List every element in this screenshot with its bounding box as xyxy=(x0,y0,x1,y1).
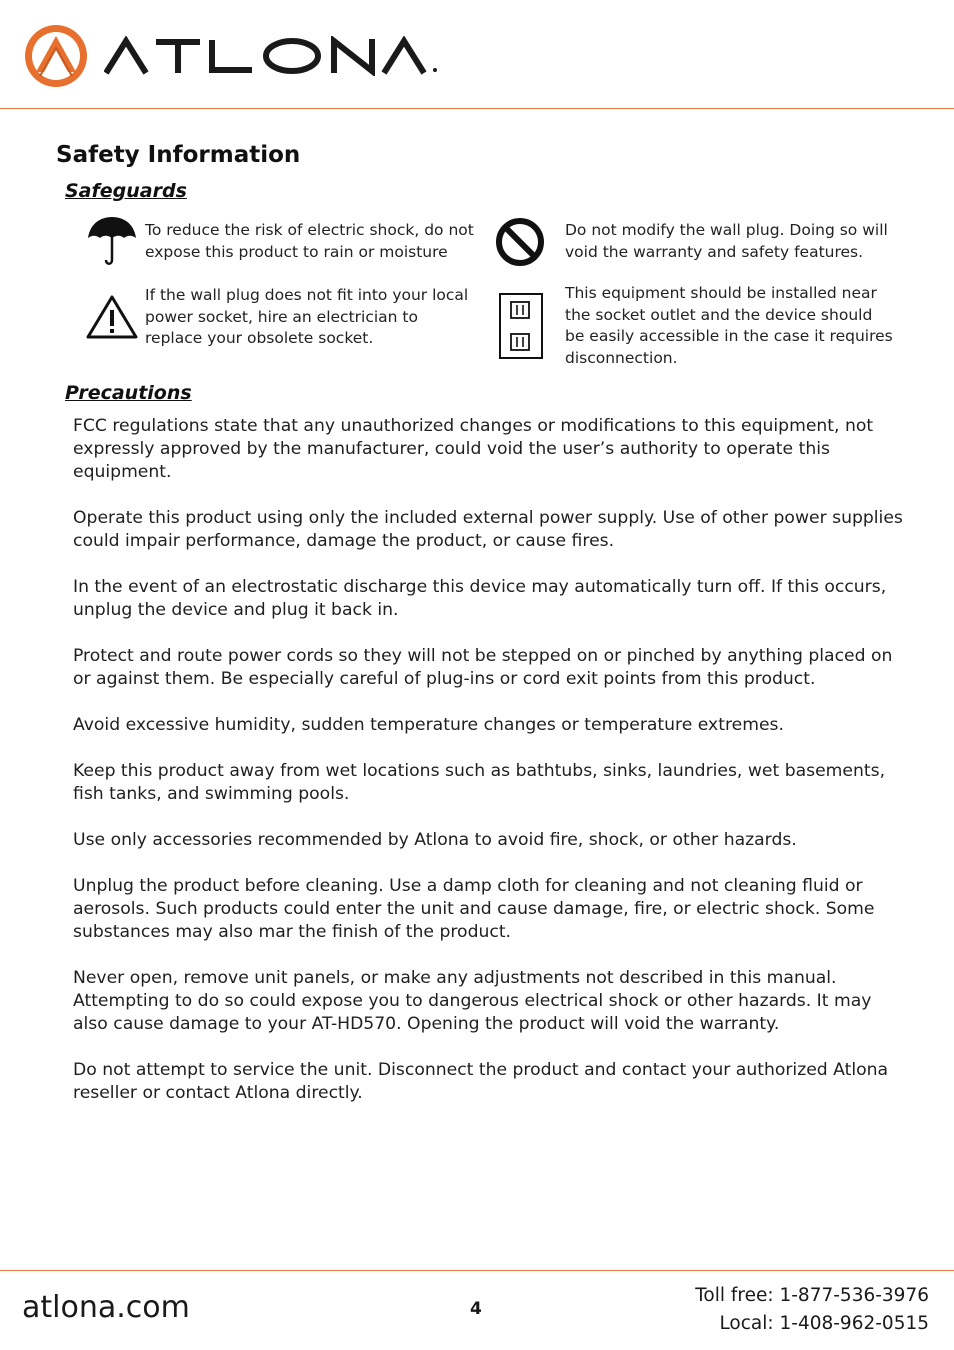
safeguard-text: This equipment should be installed near the socket outlet and the device should be easily accessible in the case it requires disconnection. xyxy=(565,284,893,367)
precaution-paragraph: Protect and route power cords so they will not be stepped on or pinched by anything placed on or against them. Be especially careful of plug-ins or cord exit points from this product. xyxy=(73,646,893,689)
footer-divider xyxy=(0,1270,954,1271)
precaution-paragraph: Keep this product away from wet locations such as bathtubs, sinks, laundries, wet basements, fish tanks, and swimming pools. xyxy=(73,761,886,804)
safeguards-heading: Safeguards xyxy=(65,180,187,202)
warning-icon xyxy=(85,294,139,340)
safeguard-text: If the wall plug does not fit into your local power socket, hire an electrician to replace your obsolete socket. xyxy=(145,286,469,347)
contact-info xyxy=(695,1282,929,1338)
precaution-paragraph: FCC regulations state that any unauthorized changes or modifications to this equipment, not expressly approved by the manufacturer, could void the user’s authority to operate this equipment. xyxy=(73,416,874,482)
precaution-paragraph: Do not attempt to service the unit. Disconnect the product and contact your authorized Atlona reseller or contact Atlona directly. xyxy=(73,1060,889,1103)
precaution-paragraph: Use only accessories recommended by Atlona to avoid fire, shock, or other hazards. xyxy=(73,830,797,850)
page-number: 4 xyxy=(470,1299,482,1319)
precaution-paragraph: Never open, remove unit panels, or make any adjustments not described in this manual. Attempting to do so could expose you to dangerous electrical shock or other hazards. It may also cause damage to your AT-HD570. Opening the product will void the warranty. xyxy=(73,968,872,1034)
precaution-paragraph: Operate this product using only the included external power supply. Use of other power supplies could impair performance, damage the product, or cause fires. xyxy=(73,508,903,551)
website-link[interactable]: atlona.com xyxy=(22,1290,190,1325)
outlet-icon xyxy=(498,292,544,360)
precautions-heading: Precautions xyxy=(65,382,192,404)
precaution-paragraph: Unplug the product before cleaning. Use a damp cloth for cleaning and not cleaning fluid or aerosols. Such products could enter the unit and cause damage, fire, or electric shock. Some substances may also mar the finish of the product. xyxy=(73,876,875,942)
precautions-list xyxy=(73,415,903,1128)
safeguard-text: To reduce the risk of electric shock, do not expose this product to rain or moisture xyxy=(145,221,474,261)
page-header xyxy=(0,0,954,109)
atlona-logo-icon xyxy=(22,22,90,90)
safeguard-text: Do not modify the wall plug. Doing so will void the warranty and safety features. xyxy=(565,221,888,261)
toll-free-number: Toll free: 1-877-536-3976 xyxy=(695,1285,929,1306)
page-title: Safety Information xyxy=(56,142,301,168)
precaution-paragraph: In the event of an electrostatic discharge this device may automatically turn off. If this occurs, unplug the device and plug it back in. xyxy=(73,577,887,620)
precaution-paragraph: Avoid excessive humidity, sudden temperature changes or temperature extremes. xyxy=(73,715,784,735)
prohibited-icon xyxy=(495,216,545,268)
umbrella-icon xyxy=(86,214,138,266)
local-number: Local: 1-408-962-0515 xyxy=(719,1313,929,1334)
atlona-wordmark xyxy=(104,36,440,76)
